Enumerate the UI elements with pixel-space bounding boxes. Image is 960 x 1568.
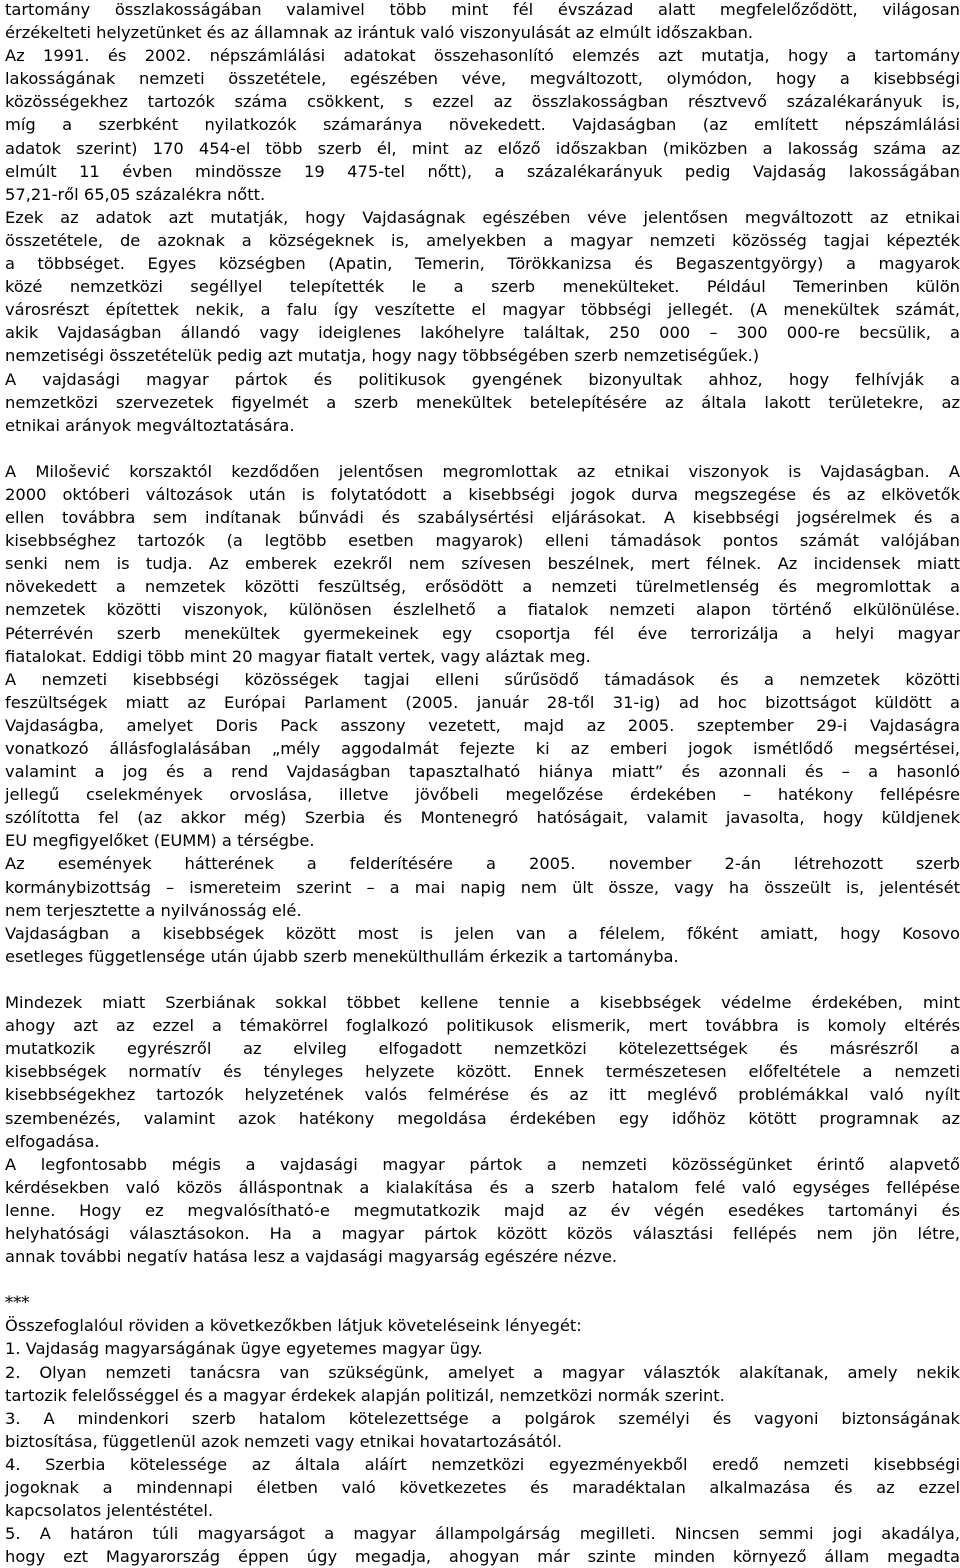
text-line: A vajdasági magyar pártok és politikusok gyengének bizonyultak ahhoz, hogy felhívják a xyxy=(5,369,960,389)
text-line: nem terjesztette a nyilvánosság elé. xyxy=(5,900,302,920)
text-line: kisebbségekhez tartozók helyzetének valós felmérése és az itt meglévő problémákkal való nyílt xyxy=(5,1085,960,1105)
text-line: A legfontosabb mégis a vajdasági magyar pártok a nemzeti közösségünket érintő alapvető xyxy=(5,1154,960,1174)
text-line: Vajdaságba, amelyet Doris Pack asszony vezetett, majd az 2005. szeptember 29-i Vajdaságra xyxy=(5,715,960,735)
text-line: jellegű cselekmények orvoslása, illetve jövőbeli megelőzése érdekében – hatékony fellépésre xyxy=(5,785,960,805)
text-line: 1. Vajdaság magyarságának ügye egyetemes magyar ügy. xyxy=(5,1339,483,1359)
text-line: jogoknak a mindennapi életben való következetes és maradéktalan alkalmazása és az ezzel xyxy=(5,1478,960,1497)
text-line: elmúlt 11 évben mindössze 19 475-tel nőtt), a százalékarányuk pedig Vajdaság lakosságában xyxy=(5,161,960,181)
text-line: Ezek az adatok azt mutatják, hogy Vajdaságnak egészében véve jelentősen megváltozott az etnikai xyxy=(5,207,960,227)
paragraph-gap xyxy=(5,437,960,460)
text-line: Péterrévén szerb menekültek gyermekeinek egy csoportja fél éve terrorizálja a helyi magyar xyxy=(5,623,960,643)
text-line: etnikai arányok megváltoztatására. xyxy=(5,415,295,435)
text-line: tartozik felelősséggel és a magyar érdekek alapján politizál, nemzetközi normák szerint. xyxy=(5,1385,725,1405)
text-line: helyhatósági választásokon. Ha a magyar pártok között közös választási fellépés nem jön létre, xyxy=(5,1223,960,1243)
text-line: Az 1991. és 2002. népszámlálási adatokat összehasonlító elemzés azt mutatja, hogy a tartomány xyxy=(5,46,960,66)
paragraph-gap xyxy=(5,968,960,991)
text-line: nemzetközi szervezetek figyelmét a szerb menekültek betelepítésére az általa lakott területekre, az xyxy=(5,392,960,412)
text-line: kérdésekben való közös álláspontnak a kialakítása és a szerb hatalom felé való egységes fellépése xyxy=(5,1177,960,1197)
text-line: érzékelteti helyzetünket és az államnak az irántuk való viszonyulását az elmúlt időszakban. xyxy=(5,23,754,43)
text-line: Összefoglalóul röviden a következőkben látjuk követeléseink lényegét: xyxy=(5,1316,582,1336)
text-line: szólította fel (az akkor még) Szerbia és Montenegró hatóságait, valamit javasolta, hogy küldjenek xyxy=(5,808,960,828)
text-line: kormánybizottság – ismereteim szerint – a mai napig nem ült össze, vagy ha összeült is, jelentését xyxy=(5,877,960,897)
summary-list xyxy=(5,1314,960,1568)
text-line: 4. Szerbia kötelessége az általa aláírt nemzetközi egyezményekből eredő nemzeti kisebbségi xyxy=(5,1454,960,1474)
text-line: Vajdaságban a kisebbségek között most is jelen van a félelem, főként amiatt, hogy Kosovo xyxy=(5,923,960,943)
text-line: 3. A mindenkori szerb hatalom kötelezettsége a polgárok személyi és vagyoni biztonságának xyxy=(5,1408,960,1428)
text-line: vonatkozó állásfoglalásában „mély aggodalmát fejezte ki az emberi jogok ismétlődő megsértései, xyxy=(5,739,960,758)
text-line: lenne. Hogy ez megvalósítható-e megmutatkozik majd az év végén esedékes tartományi és xyxy=(5,1200,960,1220)
text-line: közé nemzetközi segéllyel telepítették le a szerb menekülteket. Például Temerinben külön xyxy=(5,277,960,297)
text-line: összetétele, de azoknak a községeknek is, amelyekben a magyar nemzeti közösség tagjai képezték xyxy=(5,230,960,250)
text-line: adatok szerint) 170 454-el több szerb él, mint az előző időszakban (miközben a lakosság száma az xyxy=(5,138,960,158)
text-line: nemzetek közötti viszonyok, különösen észlelhető a fiatalok nemzeti alapon történő elkülönülése. xyxy=(5,600,960,620)
text-line: nemzetiségi összetételük pedig azt mutatja, hogy nagy többségében szerb nemzetiségűek.) xyxy=(5,346,760,366)
text-line: 57,21-ről 65,05 százalékra nőtt. xyxy=(5,184,266,204)
text-line: annak további negatív hatása lesz a vajdasági magyarság egészére nézve. xyxy=(5,1247,618,1267)
text-line: ahogy azt az ezzel a témakörrel foglalkozó politikusok elismerik, mert továbbra is komoly eltérés xyxy=(5,1016,960,1036)
text-line: senki nem is tudja. Az emberek ezekről nem szívesen beszélnek, mert félnek. Az incidensek miatt xyxy=(5,554,960,574)
text-line: hogy ezt Magyarország éppen úgy megadja, ahogyan már szinte minden környező állam megadta xyxy=(5,1547,960,1567)
text-line: városrészt építettek nekik, a falu így veszítette el magyar többségi jellegét. (A menekültek számát, xyxy=(5,300,960,320)
text-line: fiatalokat. Eddigi több mint 20 magyar fiatalt vertek, vagy aláztak meg. xyxy=(5,646,591,666)
text-line: A Milošević korszaktól kezdődően jelentősen megromlottak az etnikai viszonyok is Vajdaságban. A xyxy=(5,461,960,481)
text-line: biztosítása, függetlenül azok nemzeti vagy etnikai hovatartozásától. xyxy=(5,1431,562,1451)
text-line: 2000 októberi változások után is folytatódott a kisebbségi jogok durva megszegése és az elkövetők xyxy=(5,484,960,504)
paragraph-gap xyxy=(5,1268,960,1291)
text-line: elfogadása. xyxy=(5,1131,100,1151)
text-line: valamint a jog és a rend Vajdaságban tapasztalható hiánya miatt” és azonnali és – a hasonló xyxy=(5,762,960,782)
text-line: tartomány összlakosságában valamivel több mint fél évszázad alatt megfelelőződött, világosan xyxy=(5,0,960,19)
text-line: a többséget. Egyes községben (Apatin, Temerin, Törökkanizsa és Begaszentgyörgy) a magyarok xyxy=(5,254,960,274)
text-line: míg a szerbként nyilatkozók számaránya növekedett. Vajdaságban (az említett népszámlálási xyxy=(5,115,960,135)
text-line: ellen továbbra sem indítanak bűnvádi és szabálysértési eljárásokat. A kisebbségi jogsérelmek és a xyxy=(5,508,960,528)
text-line: lakosságának nemzeti összetétele, egészében véve, megváltozott, olymódon, hogy a kisebbségi xyxy=(5,69,960,89)
text-line: A nemzeti kisebbségi közösségek tagjai elleni sűrűsödő támadások és a nemzetek közötti xyxy=(5,669,960,689)
text-line: szembenézés, valamint azok hatékony megoldása érdekében egy időhöz kötött programnak az xyxy=(5,1108,960,1128)
text-line: Mindezek miatt Szerbiának sokkal többet kellene tennie a kisebbségek védelme érdekében, mint xyxy=(5,993,960,1013)
text-line: esetleges függetlensége után újabb szerb menekülthullám érkezik a tartományba. xyxy=(5,946,679,966)
text-line: közösségekhez tartozók száma csökkent, s ezzel az összlakosságban résztvevő százalékarányuk is, xyxy=(5,92,960,112)
text-line: 5. A határon túli magyarságot a magyar állampolgárság megilleti. Nincsen semmi jogi akadálya, xyxy=(5,1524,960,1544)
text-line: EU megfigyelőket (EUMM) a térségbe. xyxy=(5,831,315,851)
text-line: kapcsolatos jelentéstétel. xyxy=(5,1501,214,1521)
text-line: feszültségek miatt az Európai Parlament (2005. január 28-től 31-ig) ad hoc bizottságot küldött a xyxy=(5,692,960,712)
text-line: Az események hátterének a felderítésére a 2005. november 2-án létrehozott szerb xyxy=(5,854,960,874)
paragraph-milosevic xyxy=(5,460,960,968)
text-line: kisebbséghez tartozók (a legtöbb esetben magyarok) elleni támadások pontos számát valójában xyxy=(5,531,960,551)
paragraph-intro xyxy=(5,0,960,437)
section-separator: *** xyxy=(5,1293,30,1313)
paragraph-mindezek xyxy=(5,991,960,1268)
text-line: mutatkozik egyrészről az elvileg elfogadott nemzetközi kötelezettségek és másrészről a xyxy=(5,1039,960,1059)
text-line: növekedett a nemzetek közötti feszültség, erősödött a nemzeti türelmetlenség és megromlottak a xyxy=(5,577,960,597)
text-line: 2. Olyan nemzeti tanácsra van szükségünk, amelyet a magyar választók alakítanak, amely nekik xyxy=(5,1362,960,1382)
text-line: kisebbségek normatív és tényleges helyzete között. Ennek természetesen előfeltétele a nemzeti xyxy=(5,1062,960,1082)
document-page xyxy=(5,0,960,1568)
text-line: akik Vajdaságban állandó vagy ideiglenes lakóhelyre találtak, 250 000 – 300 000-re becsülik, a xyxy=(5,323,960,343)
